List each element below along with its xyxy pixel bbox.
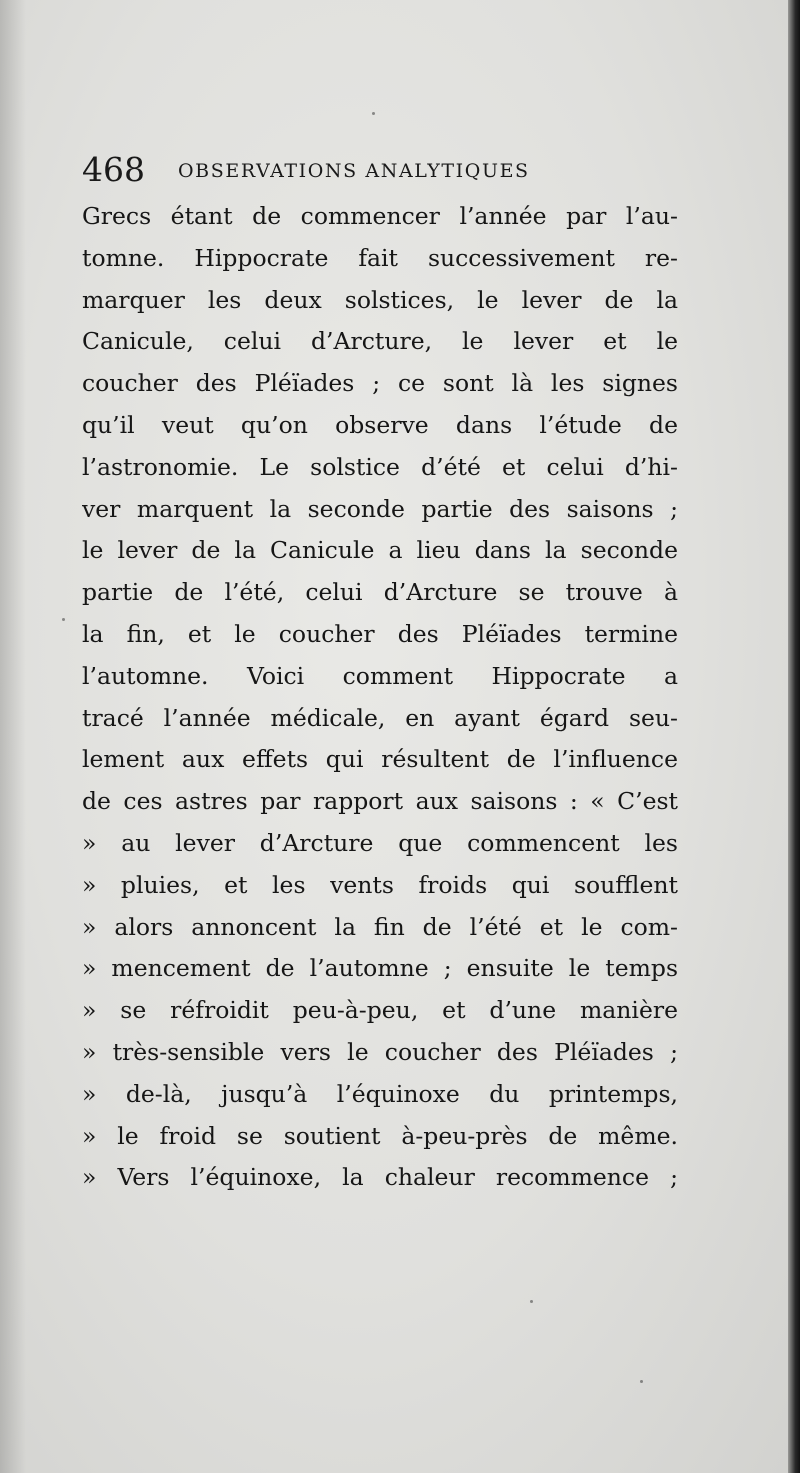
text-line: » de-là, jusqu’à l’équinoxe du printemps, bbox=[82, 1079, 678, 1108]
running-head: OBSERVATIONS ANALYTIQUES bbox=[178, 160, 530, 182]
text-line: de ces astres par rapport aux saisons : « C’est bbox=[82, 787, 678, 816]
body-text bbox=[82, 196, 678, 1199]
paper-speck bbox=[530, 1300, 533, 1303]
text-line: tracé l’année médicale, en ayant égard seu- bbox=[82, 703, 678, 732]
paper-speck bbox=[372, 112, 375, 115]
page-edge-shadow bbox=[788, 0, 800, 1473]
text-line: » alors annoncent la fin de l’été et le com- bbox=[82, 912, 678, 941]
text-line: qu’il veut qu’on observe dans l’étude de bbox=[82, 410, 678, 439]
paper-speck bbox=[62, 618, 65, 621]
text-line: » très-sensible vers le coucher des Pléïades ; bbox=[82, 1037, 678, 1066]
text-line: l’automne. Voici comment Hippocrate a bbox=[82, 661, 678, 690]
text-line: ver marquent la seconde partie des saisons ; bbox=[82, 494, 678, 523]
text-line: » mencement de l’automne ; ensuite le temps bbox=[82, 954, 678, 983]
page-number: 468 bbox=[82, 150, 145, 189]
paper-speck bbox=[640, 1380, 643, 1383]
text-line: Canicule, celui d’Arcture, le lever et le bbox=[82, 327, 678, 356]
text-line: » Vers l’équinoxe, la chaleur recommence ; bbox=[82, 1163, 678, 1192]
text-line: » le froid se soutient à-peu-près de même. bbox=[82, 1121, 678, 1150]
text-line: la fin, et le coucher des Pléïades termine bbox=[82, 619, 678, 648]
text-line: » au lever d’Arcture que commencent les bbox=[82, 828, 678, 857]
text-line: partie de l’été, celui d’Arcture se trouve à bbox=[82, 578, 678, 607]
text-line: » pluies, et les vents froids qui soufflent bbox=[82, 870, 678, 899]
text-line: marquer les deux solstices, le lever de la bbox=[82, 285, 678, 314]
text-line: lement aux effets qui résultent de l’influence bbox=[82, 745, 678, 774]
page-header bbox=[82, 148, 682, 192]
text-line: tomne. Hippocrate fait successivement re- bbox=[82, 243, 678, 272]
text-line: le lever de la Canicule a lieu dans la seconde bbox=[82, 536, 678, 565]
page-gutter-shadow bbox=[0, 0, 26, 1473]
text-line: coucher des Pléïades ; ce sont là les signes bbox=[82, 369, 678, 398]
text-line: » se réfroidit peu-à-peu, et d’une manière bbox=[82, 996, 678, 1025]
text-line: Grecs étant de commencer l’année par l’au- bbox=[82, 202, 678, 230]
text-line: l’astronomie. Le solstice d’été et celui d’hi- bbox=[82, 452, 678, 481]
